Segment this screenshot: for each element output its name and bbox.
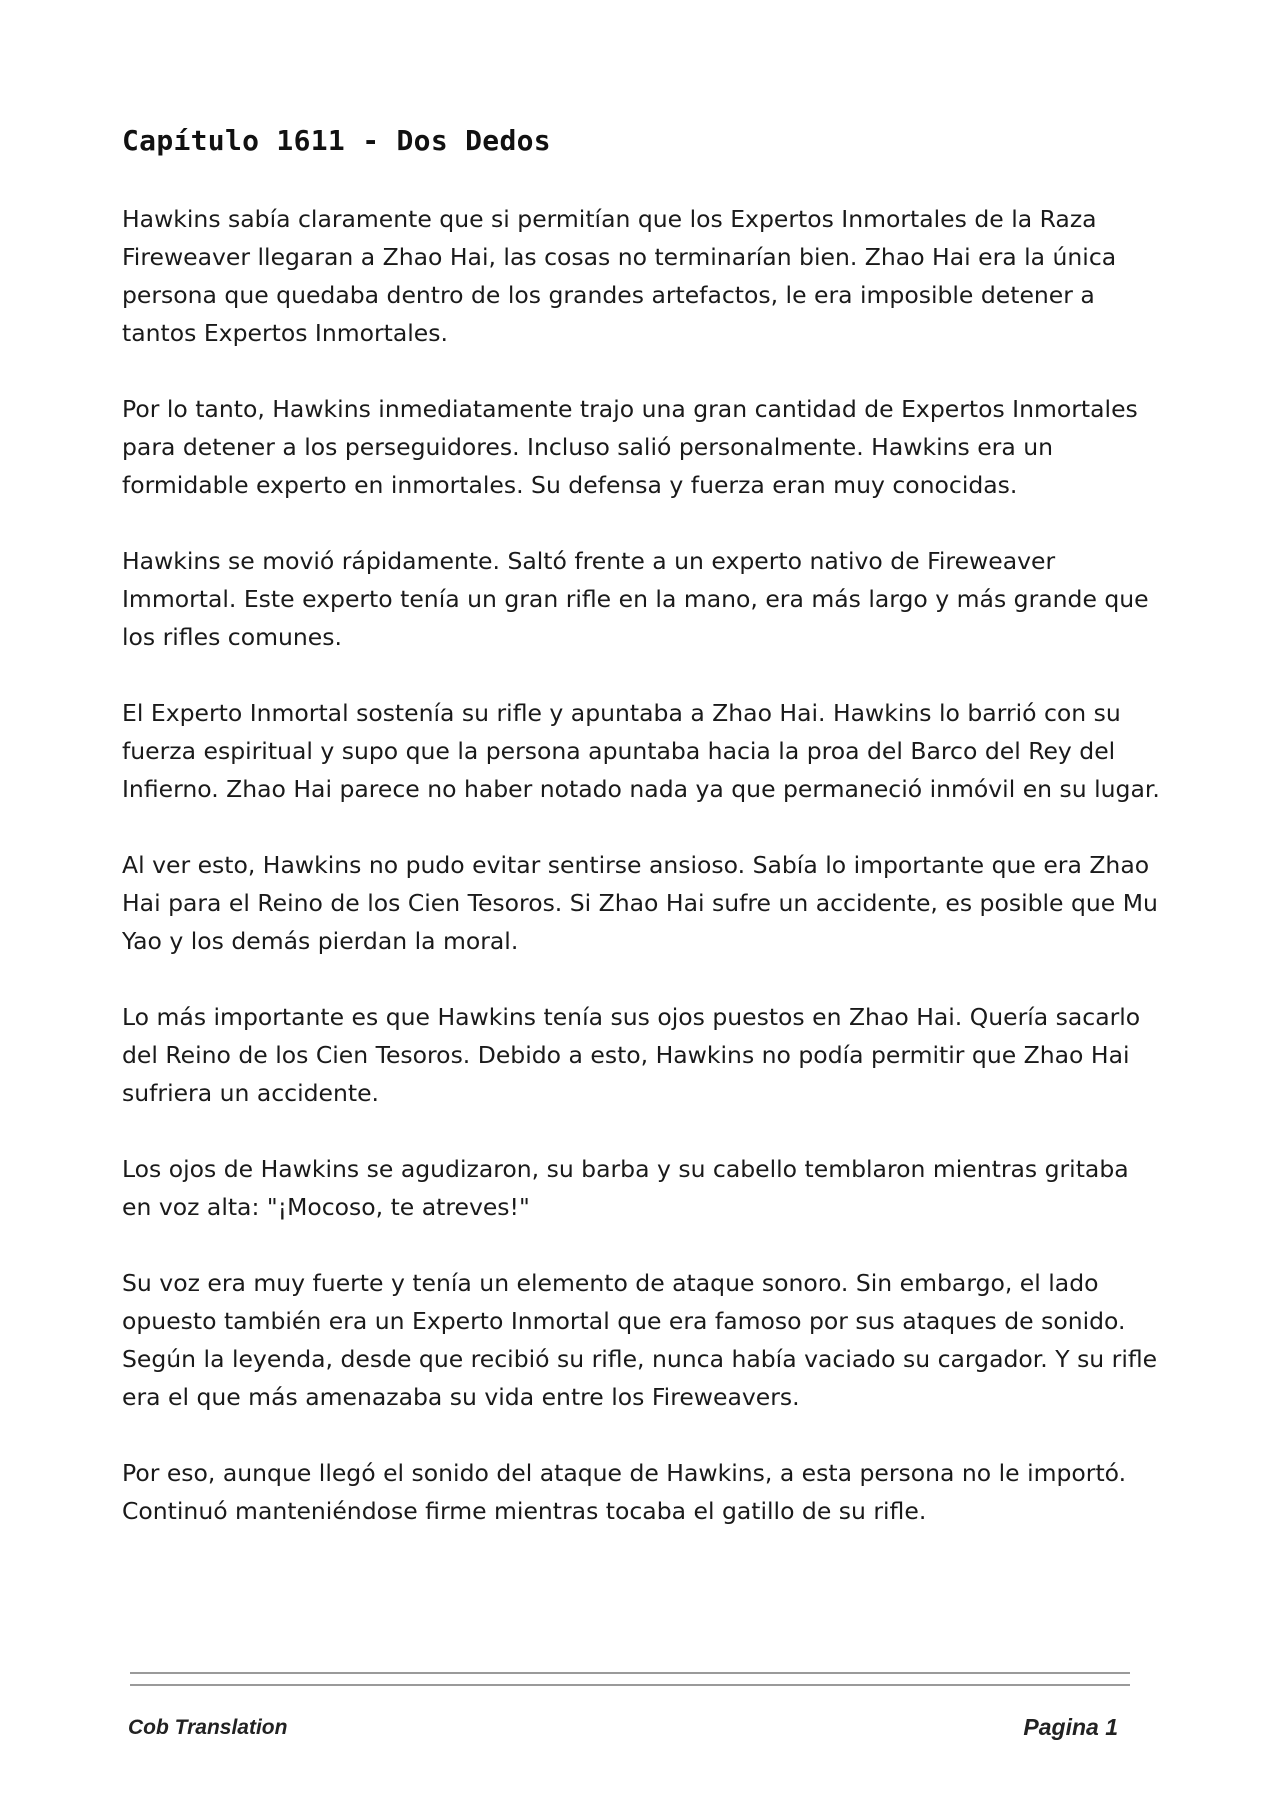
chapter-title: Capítulo 1611 - Dos Dedos xyxy=(122,124,551,157)
paragraph: Su voz era muy fuerte y tenía un elemento de ataque sonoro. Sin embargo, el lado opuesto también era un Experto Inmortal que era famoso por sus ataques de sonido. Según la leyenda, desde que recibió su rifle, nunca había vaciado su cargador. Y su rifle era el que más amenazaba su vida entre los Fireweavers. xyxy=(122,1269,1158,1411)
paragraph: Al ver esto, Hawkins no pudo evitar sentirse ansioso. Sabía lo importante que era Zhao Hai para el Reino de los Cien Tesoros. Si Zhao Hai sufre un accidente, es posible que Mu Yao y los demás pierdan la moral. xyxy=(122,851,1158,955)
paragraph: Hawkins sabía claramente que si permitían que los Expertos Inmortales de la Raza Fireweaver llegaran a Zhao Hai, las cosas no terminarían bien. Zhao Hai era la única persona que quedaba dentro de los grandes artefactos, le era imposible detener a tantos Expertos Inmortales. xyxy=(122,205,1117,347)
footer-translator-credit: Cob Translation xyxy=(128,1716,288,1739)
paragraph: Por lo tanto, Hawkins inmediatamente trajo una gran cantidad de Expertos Inmortales para detener a los perseguidores. Incluso salió personalmente. Hawkins era un formidable experto en inmortales. Su defensa y fuerza eran muy conocidas. xyxy=(122,395,1138,499)
paragraph: El Experto Inmortal sostenía su rifle y apuntaba a Zhao Hai. Hawkins lo barrió con su fuerza espiritual y supo que la persona apuntaba hacia la proa del Barco del Rey del Infierno. Zhao Hai parece no haber notado nada ya que permaneció inmóvil en su lugar. xyxy=(122,699,1160,803)
footer-page-number: Pagina 1 xyxy=(1023,1714,1118,1740)
paragraph: Por eso, aunque llegó el sonido del ataque de Hawkins, a esta persona no le importó. Continuó manteniéndose firme mientras tocaba el gatillo de su rifle. xyxy=(122,1459,1127,1525)
chapter-body xyxy=(122,200,1162,1568)
footer-divider-top xyxy=(130,1672,1130,1674)
paragraph: Hawkins se movió rápidamente. Saltó frente a un experto nativo de Fireweaver Immortal. Este experto tenía un gran rifle en la mano, era más largo y más grande que los rifles comunes. xyxy=(122,547,1149,651)
footer-divider-bottom xyxy=(130,1684,1130,1686)
paragraph: Lo más importante es que Hawkins tenía sus ojos puestos en Zhao Hai. Quería sacarlo del Reino de los Cien Tesoros. Debido a esto, Hawkins no podía permitir que Zhao Hai sufriera un accidente. xyxy=(122,1003,1141,1107)
paragraph: Los ojos de Hawkins se agudizaron, su barba y su cabello temblaron mientras gritaba en voz alta: "¡Mocoso, te atreves!" xyxy=(122,1155,1129,1221)
